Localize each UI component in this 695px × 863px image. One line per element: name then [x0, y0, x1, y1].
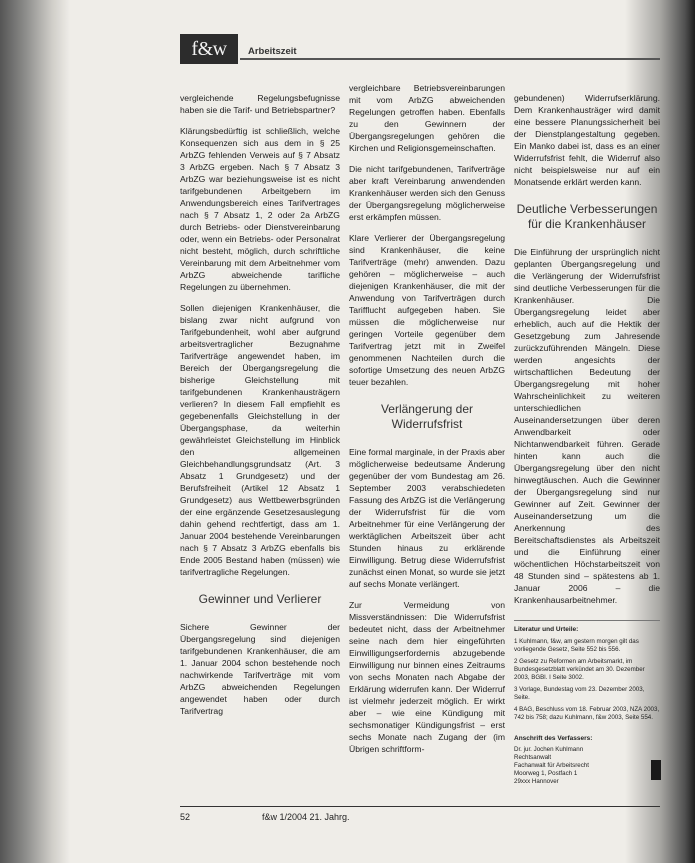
- paragraph: vergleichende Regelungsbefugnisse haben sie die Tarif- und Betriebspartner?: [180, 93, 340, 115]
- author-line: Moorweg 1, Postfach 1: [514, 770, 578, 777]
- journal-logo: f&w: [180, 34, 238, 64]
- author-title: Anschrift des Verfassers:: [514, 735, 593, 742]
- text-column-1: [180, 92, 340, 726]
- author-line: Fachanwalt für Arbeitsrecht: [514, 762, 589, 769]
- text-column-2: [349, 82, 505, 764]
- footer-rule: [180, 806, 660, 807]
- paragraph: Eine formal marginale, in der Praxis aber möglicherweise bedeutsame Änderung gegenüber der vom Bundestag am 26. September 2003 verabschiedeten Fassung des ArbZG ist die Verlängerung der Widerrufsfrist für die vom Arbeitnehmer für eine Verlängerung der werktäglichen Arbeitszeit über acht Stunden hinaus zu erklärende Einwilligung. Betrug diese Widerrufsfrist zunächst einen Monat, so wurde sie jetzt auf sechs Monate verlängert.: [349, 447, 505, 589]
- paragraph: gebundenen) Widerrufserklärung. Dem Krankenhausträger wird damit eine bessere Planungssicherheit bei der Dienstplangestaltung gegeben. Ein Manko dabei ist, dass es an einer Widerrufsfrist fehlt, die Widerruf also nicht beispielsweise nur auf ein Monatsende erklärt werden kann.: [514, 93, 660, 187]
- author-line: Rechtsanwalt: [514, 754, 552, 761]
- reference-item: 4 BAG, Beschluss vom 18. Februar 2003, NZA 2003, 742 bis 758; dazu Kuhlmann, f&w 2003, Seite 554.: [514, 706, 660, 721]
- section-label: Arbeitszeit: [248, 46, 297, 57]
- author-line: Dr. jur. Jochen Kuhlmann: [514, 746, 584, 753]
- section-heading: Gewinner und Verlierer: [198, 592, 322, 606]
- page-gutter-shadow: [0, 0, 70, 863]
- paragraph: Klare Verlierer der Übergangsregelung sind Krankenhäuser, die keine Tarifverträge (mehr) anwenden. Dazu gehören – möglicherweise – auch diejenigen Krankenhäuser, die mit der Anwendung von Tarifverträgen durch Tarifflucht aufgegeben haben. Sie müssen die möglicherweise nur geringen Vorteile gegenüber dem Tarifvertrag jetzt mit in Zweifel genommenen Nachteilen durch die sofortige Umsetzung des neuen ArbZG teuer bezahlen.: [349, 233, 505, 387]
- paragraph: Sollen diejenigen Krankenhäuser, die bislang zwar nicht aufgrund von Tarifgebundenheit, wohl aber aufgrund arbeitsvertraglicher Bezugnahme Tarifverträge angewendet haben, im Bereich der Übergangsregelung die bisherige Gleichstellung mit tarifgebundenen Krankenhausträgern verlieren? In diesem Fall empfiehlt es gegebenenfalls Gleichstellung in der Übergangsphase, da weiterhin gewährleistet Gleichstellung im Hinblick den allgemeinen Gleichbehandlungsgrundsatz (Art. 3 Absatz 1 Grundgesetz) und der Berufsfreiheit (Artikel 12 Absatz 1 Grundgesetz) aus Wettbewerbsgründen der eine ergänzende Gesetzesauslegung dahin gehend rechtfertigt, dass am 1. Januar 2004 bestehende Vereinbarungen nach § 7 Absatz 3 ArbZG ebenfalls bis Ende 2005 Bestand haben (müssen) wie tarifvertragliche Regelungen.: [180, 303, 340, 577]
- paragraph: Die nicht tarifgebundenen, Tarifverträge aber kraft Vereinbarung anwendenden Krankenhäuser werden sich den Genuss der Übergangsregelung möglicherweise erst erkämpfen müssen.: [349, 164, 505, 222]
- issue-line: f&w 1/2004 21. Jahrg.: [262, 812, 350, 822]
- reference-item: 3 Vorlage, Bundestag vom 23. Dezember 2003, Seite.: [514, 686, 645, 701]
- author-box: [514, 734, 660, 786]
- author-line: 29xxx Hannover: [514, 778, 559, 785]
- section-heading: Deutliche Verbesserungen für die Krankenhäuser: [516, 202, 658, 231]
- references-title: Literatur und Urteile:: [514, 626, 579, 633]
- end-marker: [651, 760, 661, 780]
- header-rule: [240, 58, 660, 60]
- paragraph: Klärungsbedürftig ist schließlich, welche Konsequenzen sich aus dem in § 25 ArbZG fehlenden Verweis auf § 7 Absatz 3 ArbZG ergeben. Nach § 7 Absatz 3 ArbZG war beziehungsweise ist es nicht tarifgebundenen Arbeitgebern im Anwendungsbereich eines Tarifvertrages nach § 7 Absatz 1, 2 oder 2a ArbZG durch Betriebs- oder Dienstvereinbarung oder, wenn ein Betriebs- oder Personalrat nicht besteht, möglich, durch schriftliche Vereinbarung mit dem Arbeitnehmer vom ArbZG abweichende tarifliche Regelungen zu übernehmen.: [180, 126, 340, 292]
- reference-item: 2 Gesetz zu Reformen am Arbeitsmarkt, im Bundesgesetzblatt verkündet am 30. Dezember 2003, BGBl. I Seite 3002.: [514, 658, 645, 681]
- reference-item: 1 Kuhlmann, f&w, am gestern morgen gilt das vorliegende Gesetz, Seite 552 bis 556.: [514, 638, 639, 653]
- section-heading: Verlängerung der Widerrufsfrist: [380, 402, 474, 431]
- text-column-3: [514, 92, 660, 786]
- paragraph: vergleichbare Betriebsvereinbarungen mit vom ArbZG abweichenden Regelungen getroffen haben. Ebenfalls zu den Gewinnern der Übergangsregelungen gehören die Kirchen und Religionsgemeinschaften.: [349, 83, 505, 153]
- paragraph: Die Einführung der ursprünglich nicht geplanten Übergangsregelung und die Verlängerung der Widerrufsfrist sind deutliche Verbesserungen für die Krankenhäuser. Die Übergangsregelung leidet aber erheblich, auch auf die Hektik der Gesetzgebung zum Jahresende zurückzuführenden Mängeln. Diese werden angesichts der wirtschaftlichen Bedeutung der Übergangsregelung mit hoher Wahrscheinlichkeit zu weiteren unterschiedlichen Auseinandersetzungen über deren Anwendbarkeit oder Nichtanwendbarkeit führen. Gerade hinten kann auch die Übergangsregelung über den nicht hinwegtäuschen. Auch die Gewinner der Übergangsregelung sind nur Gewinner auf Zeit. Gewinner der Auseinandersetzung um die Anerkennung des Bereitschaftsdienstes als Arbeitszeit und die Einführung einer wöchentlichen Höchstarbeitszeit von 48 Stunden sind – spätestens ab 1. Januar 2006 – die Krankenhausarbeitnehmer.: [514, 247, 660, 605]
- references-box: [514, 620, 660, 722]
- paragraph: Sichere Gewinner der Übergangsregelung sind diejenigen tarifgebundenen Krankenhäuser, die am 1. Januar 2004 schon bestehende noch nachwirkende Tarifverträge mit vom ArbZG abweichenden Regelungen angewendet haben oder durch Tarifvertrag: [180, 622, 340, 716]
- paragraph: Zur Vermeidung von Missverständnissen: Die Widerrufsfrist bedeutet nicht, dass der Arbeitnehmer seine nach dem hier eingeführten Einwilligungserfordernis abzugebende Einwilligung nur binnen eines Zeitraums von sechs Monaten nach Abgabe der Erklärung widerrufen kann. Der Widerruf ist vielmehr jederzeit möglich. Er wirkt aber – wie eine Kündigung mit sechsmonatiger Kündigungsfrist – erst sechs Monate nach Zugang der (im Übrigen schriftform-: [349, 600, 505, 754]
- page-number: 52: [180, 812, 191, 822]
